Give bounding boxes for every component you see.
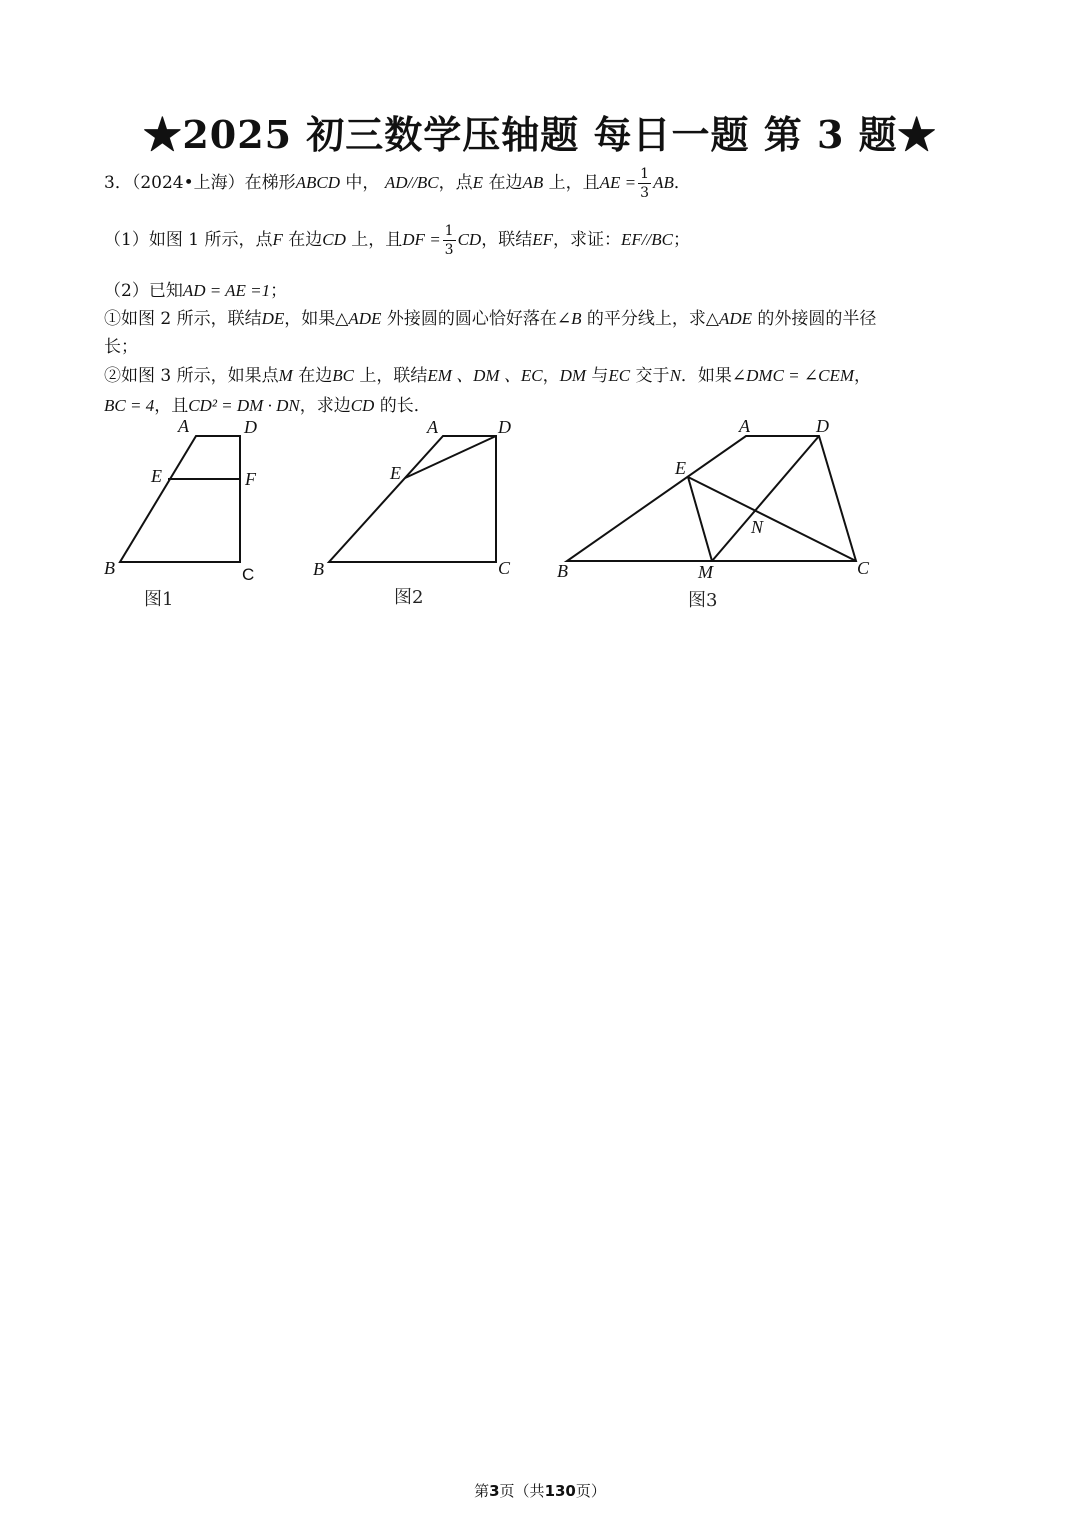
question-1-cont: 长； [104,337,138,357]
fig1-point-e: E [151,466,162,486]
fig3-point-a: A [739,416,750,436]
fig3-point-b: B [557,561,568,581]
fig3-point-m: M [698,562,713,582]
fig1-trapezoid [120,436,240,562]
fig2-trapezoid [329,436,496,562]
fig1-point-b: B [104,558,115,578]
page-footer: 第3页（共130页） [474,1482,606,1500]
fig3-segment-em [688,477,712,561]
fig3-point-n: N [751,517,764,537]
fig3-trapezoid [567,436,856,561]
page-title: ★2025 初三数学压轴题 每日一题 第 3 题★ [143,112,937,157]
part-2: （2）已知AD = AE =1； [104,281,288,301]
fig2-point-e: E [390,463,401,483]
fig2-point-a: A [427,417,438,437]
figure-2 [329,436,496,562]
figures [100,412,890,617]
question-2-cont: BC = 4，且CD² = DM · DN，求边CD 的长． [104,396,431,416]
fig2-point-d: D [498,417,511,437]
fig1-point-a: A [178,416,189,436]
fraction-one-third: $\frac{1}{3}$ [640,166,650,201]
fig3-point-c: C [857,558,870,578]
fig3-point-e: E [675,458,686,478]
figure-1 [120,436,240,562]
fig1-point-c: C [242,565,255,584]
part-1: （1）如图 1 所示，点F 在边CD 上，且DF = $\frac{1}{3}$ CD，联结EF，求证：EF//BC； [104,223,690,258]
fig2-point-b: B [313,559,324,579]
fig1-caption: 图1 [144,589,174,610]
fraction-one-third-2: $\frac{1}{3}$ [444,223,454,258]
fig3-point-d: D [816,416,829,436]
fig3-segment-dm [712,436,819,561]
problem-intro: 3．（2024•上海）在梯形ABCD 中， AD//BC，点E 在边AB 上，且AE = $\frac{1}{3}$ AB． [104,166,691,201]
figure-3 [567,436,856,561]
fig2-segment-de [405,436,496,478]
fig1-point-f: F [245,469,256,489]
fig2-point-c: C [498,558,511,578]
fig1-point-d: D [244,417,257,437]
question-1: ①如图 2 所示，联结DE，如果△ADE 外接圆的圆心恰好落在∠B 的平分线上，求△ADE 的外接圆的半径 [104,309,877,329]
question-2: ②如图 3 所示，如果点M 在边BC 上，联结EM 、DM 、EC，DM 与EC 交于N．如果∠DMC = ∠CEM， [104,366,872,386]
fig2-caption: 图2 [394,587,424,608]
fig3-caption: 图3 [688,590,718,611]
